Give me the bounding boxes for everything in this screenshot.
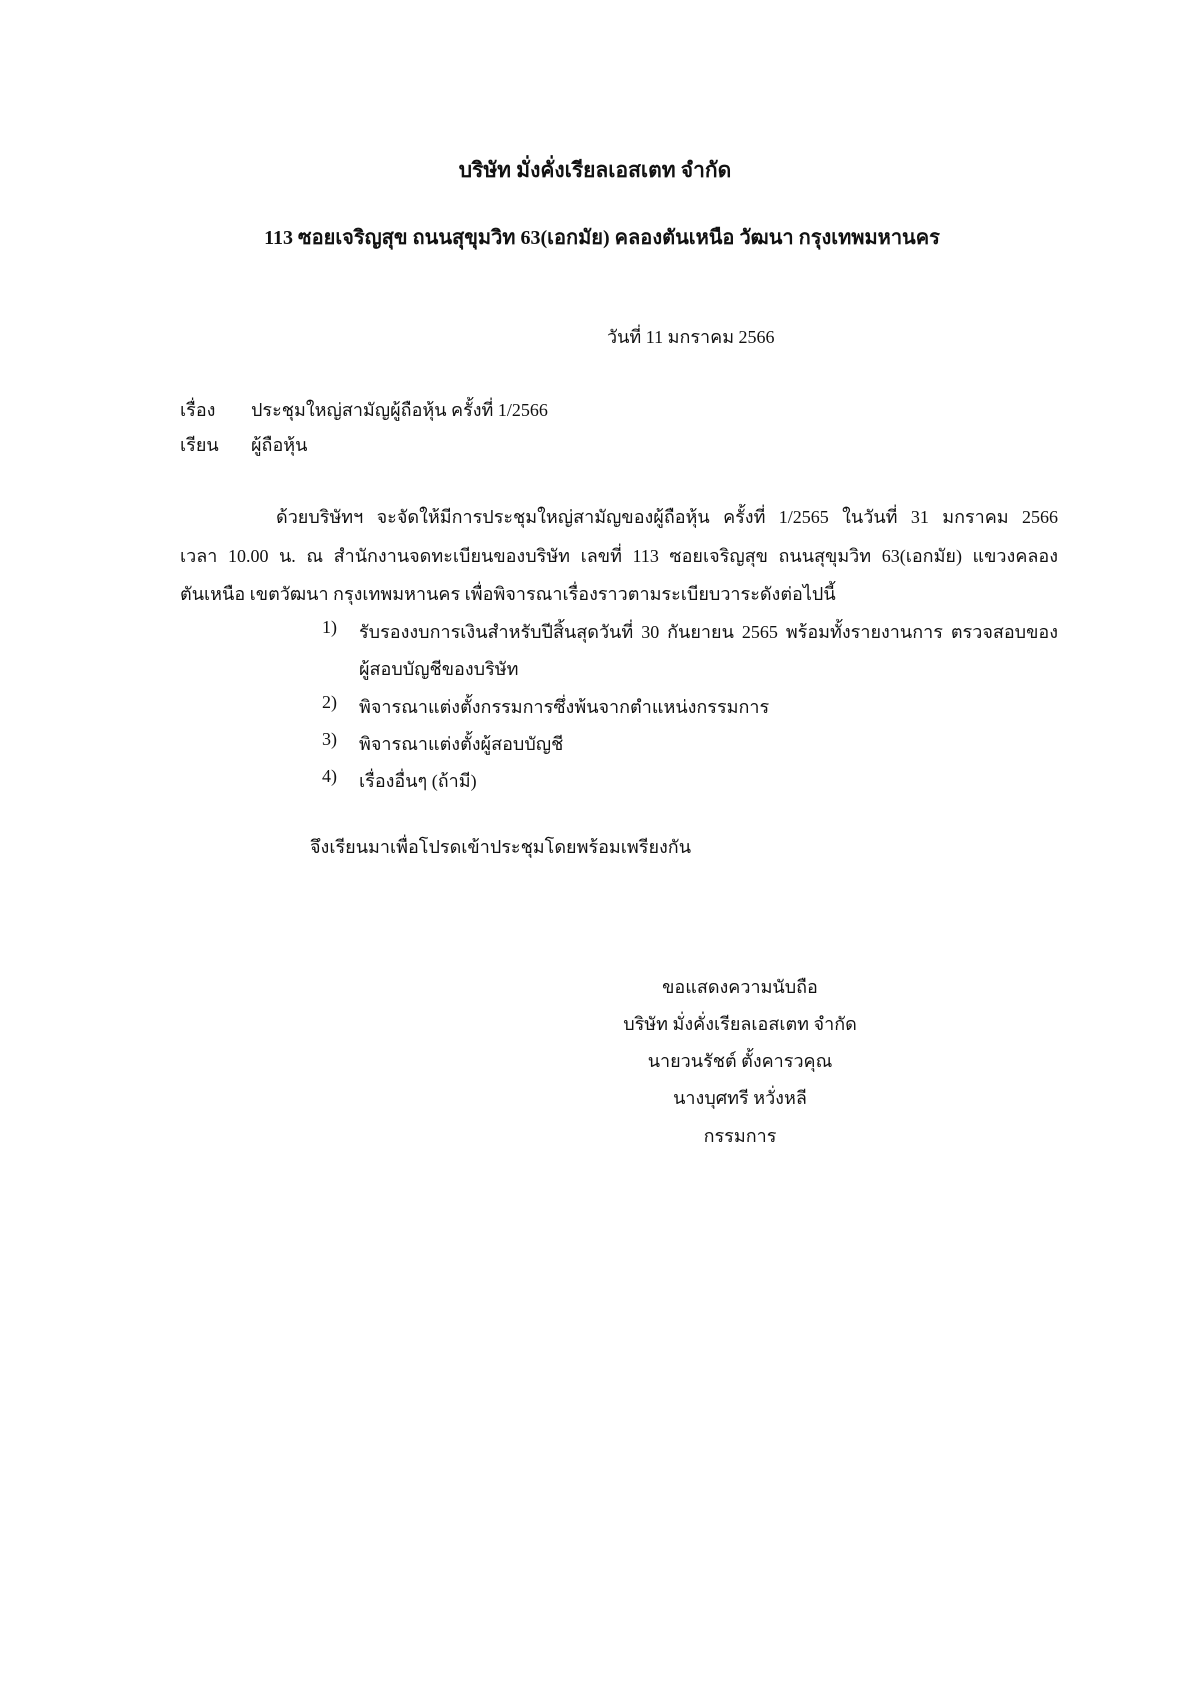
agenda-item-text: เรื่องอื่นๆ (ถ้ามี) (359, 771, 477, 791)
signature-company: บริษัท มั่งคั่งเรียลเอสเตท จำกัด (623, 1014, 857, 1034)
closing-sentence: จึงเรียนมาเพื่อโปรดเข้าประชุมโดยพร้อมเพรียงกัน (310, 837, 692, 857)
subject-label: เรื่อง (180, 400, 216, 420)
recipient-value: ผู้ถือหุ้น (251, 435, 308, 455)
agenda-number: 2) (322, 692, 337, 712)
body-line: เวลา 10.00 น. ณ สำนักงานจดทะเบียนของบริษัท เลขที่ 113 ซอยเจริญสุข ถนนสุขุมวิท 63(เอกมัย) แขวงคลอง (180, 546, 1058, 566)
signer-position: กรรมการ (703, 1126, 777, 1146)
recipient-label: เรียน (180, 435, 219, 455)
agenda-item-text: รับรองงบการเงินสำหรับปีสิ้นสุดวันที่ 30 กันยายน 2565 พร้อมทั้งรายงานการ ตรวจสอบของ (359, 622, 1058, 642)
agenda-number: 4) (322, 766, 337, 786)
agenda-number: 3) (322, 729, 337, 749)
agenda-item-text: พิจารณาแต่งตั้งกรรมการซึ่งพ้นจากตำแหน่งกรรมการ (359, 697, 770, 717)
regards-text: ขอแสดงความนับถือ (662, 977, 818, 997)
body-line: ด้วยบริษัทฯ จะจัดให้มีการประชุมใหญ่สามัญของผู้ถือหุ้น ครั้งที่ 1/2565 ในวันที่ 31 มกราคม 2566 (276, 507, 1058, 527)
letter-date: วันที่ 11 มกราคม 2566 (607, 327, 775, 347)
body-line: ตันเหนือ เขตวัฒนา กรุงเทพมหานคร เพื่อพิจารณาเรื่องราวตามระเบียบวาระดังต่อไปนี้ (180, 584, 836, 604)
agenda-item-text: พิจารณาแต่งตั้งผู้สอบบัญชี (359, 734, 564, 754)
subject-value: ประชุมใหญ่สามัญผู้ถือหุ้น ครั้งที่ 1/2566 (251, 400, 548, 420)
company-name: บริษัท มั่งคั่งเรียลเอสเตท จำกัด (458, 158, 732, 182)
signer-name: นายวนรัชต์ ตั้งคารวคุณ (647, 1051, 833, 1071)
signer-name: นางบุศทรี หวั่งหลี (673, 1088, 807, 1108)
agenda-number: 1) (322, 617, 337, 637)
agenda-item-text: ผู้สอบบัญชีของบริษัท (359, 659, 519, 679)
company-address: 113 ซอยเจริญสุข ถนนสุขุมวิท 63(เอกมัย) คลองตันเหนือ วัฒนา กรุงเทพมหานคร (264, 227, 940, 249)
